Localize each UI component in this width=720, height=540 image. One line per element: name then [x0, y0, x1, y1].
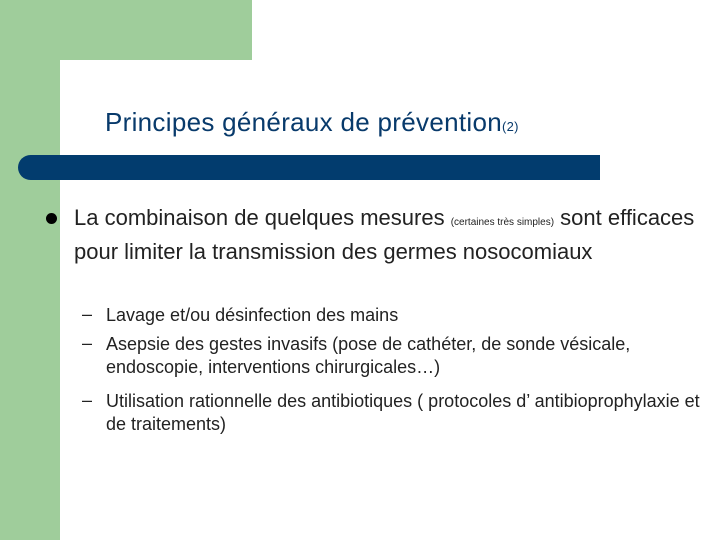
sub-item: Asepsie des gestes invasifs (pose de cathéter, de sonde vésicale, endoscopie, interventions chirurgicales…) [106, 334, 631, 377]
main-bullet-note: (certaines très simples) [450, 217, 555, 228]
title-underline-bar [18, 155, 600, 180]
bullet-dot-icon [46, 213, 57, 224]
slide-title-suffix: (2) [501, 119, 519, 134]
main-bullet-text-part2: sont efficaces pour limiter la transmission des germes nosocomiaux [74, 205, 695, 264]
dash-icon: – [82, 304, 93, 324]
content-area-corner [60, 60, 100, 100]
dash-icon: – [82, 390, 93, 410]
slide-title-main: Principes généraux de prévention [105, 107, 502, 137]
sub-item: Lavage et/ou désinfection des mains [106, 305, 399, 325]
decorative-green-band-left [0, 0, 60, 540]
dash-icon: – [82, 333, 93, 353]
main-bullet-text [74, 203, 714, 266]
main-bullet-text-part1: La combinaison de quelques mesures [74, 205, 451, 230]
sub-item: Utilisation rationnelle des antibiotiques ( protocoles d’ antibioprophylaxie et de traitements) [106, 391, 700, 434]
title-underline-body [32, 155, 600, 180]
slide-title [105, 107, 519, 138]
